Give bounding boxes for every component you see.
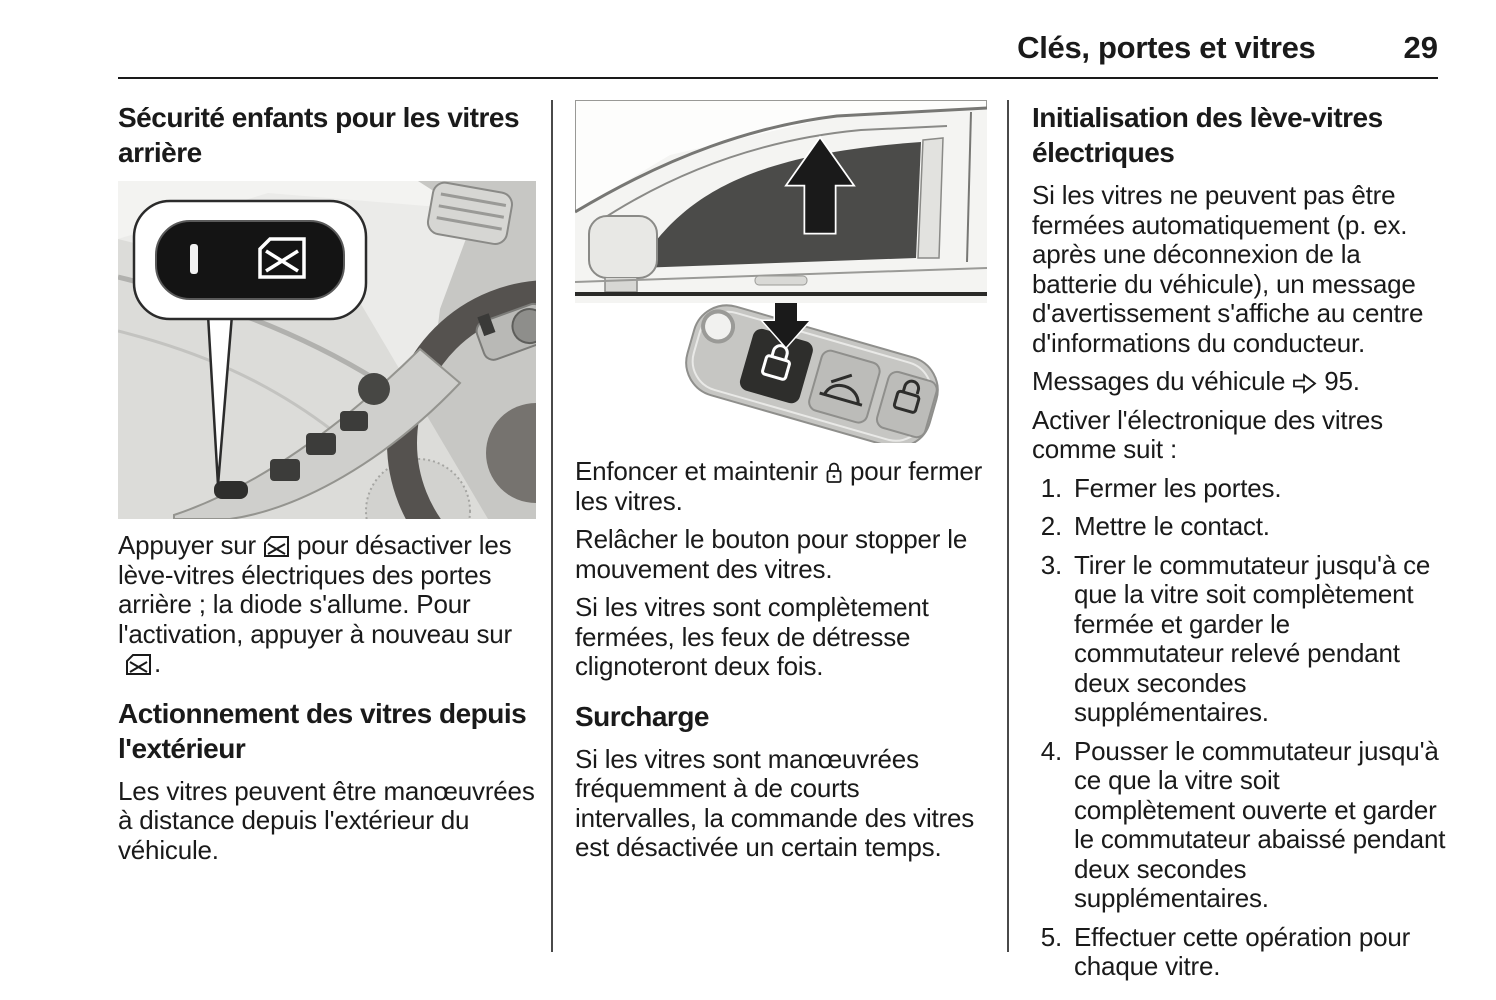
door-interior-illustration: [118, 181, 536, 519]
text-segment: pour désactiver les lève-vitres électriques des portes arrière ; la diode s'allume. Pour l'activation, appuyer à nouveau sur: [118, 530, 512, 649]
para-overload: Si les vitres sont manœuvrées fréquemment à de courts intervalles, la commande des vitres est désactivée un certain temps.: [575, 743, 975, 862]
section-heading-overload: Surcharge: [575, 700, 709, 732]
para-activate: Activer l'électronique des vitres comme suit :: [1032, 404, 1383, 464]
header-rule: [118, 77, 1438, 79]
window-lock-icon: [125, 653, 152, 676]
door-handle: [755, 276, 807, 285]
text-segment: .: [154, 648, 162, 678]
column-separator: [1007, 100, 1009, 952]
page-number: 29: [1403, 30, 1438, 65]
lock-icon: [825, 461, 843, 484]
para-hold-to-close: [575, 457, 987, 516]
column-middle: [575, 100, 987, 872]
para-child-safety: [118, 531, 536, 679]
text-segment: Messages du véhicule: [1032, 366, 1286, 396]
list-item: Mettre le contact.: [1074, 511, 1270, 541]
para-init: Si les vitres ne peuvent pas être fermées automatiquement (p. ex. après une déconnexion de la batterie du véhicule), un message d'avertissement s'affiche au centre d'informations du conducteur.: [1032, 180, 1424, 358]
door-sill-line: [575, 292, 987, 296]
b-pillar: [918, 138, 943, 258]
section-heading-exterior: Actionnement des vitres depuis l'extérieur: [118, 697, 527, 764]
text-segment: pour fermer les vitres.: [575, 456, 983, 516]
led-indicator: [190, 244, 198, 274]
column-right: [1032, 100, 1446, 991]
section-heading-child-safety: Sécurité enfants pour les vitres arrière: [118, 102, 520, 168]
column-left: [118, 100, 536, 874]
window-lock-icon: [263, 535, 290, 558]
list-item: Pousser le commutateur jusqu'à ce que la vitre soit complètement ouverte et garder le commutateur abaissé pendant deux secondes supplémentaires.: [1074, 735, 1446, 913]
para-exterior: Les vitres peuvent être manœuvrées à distance depuis l'extérieur du véhicule.: [118, 775, 535, 865]
child-lock-button: [156, 221, 344, 299]
init-steps-list: [1032, 474, 1446, 982]
column-separator: [551, 100, 553, 952]
section-heading-init: Initialisation des lève-vitres électriques: [1032, 102, 1383, 168]
list-item: Fermer les portes.: [1074, 472, 1282, 503]
text-segment: Appuyer sur: [118, 530, 256, 560]
page-header: [118, 30, 1438, 66]
para-hazard-flash: Si les vitres sont complètement fermées, les feux de détresse clignoteront deux fois.: [575, 592, 929, 681]
list-item: Tirer le commutateur jusqu'à ce que la vitre soit complètement fermée et garder le commutateur relevé pendant deux secondes supplémentaires.: [1074, 549, 1431, 727]
key-fob-illustration: [575, 303, 987, 443]
text-segment: 95.: [1324, 366, 1360, 396]
car-window-illustration: [575, 100, 987, 303]
text-segment: Enfoncer et maintenir: [575, 456, 818, 486]
chapter-title: Clés, portes et vitres: [1017, 30, 1316, 65]
cross-reference-arrow-icon: [1292, 373, 1317, 394]
para-release: Relâcher le bouton pour stopper le mouvement des vitres.: [575, 524, 968, 584]
cross-reference: [1032, 367, 1446, 397]
list-item: Effectuer cette opération pour chaque vitre.: [1074, 921, 1411, 981]
